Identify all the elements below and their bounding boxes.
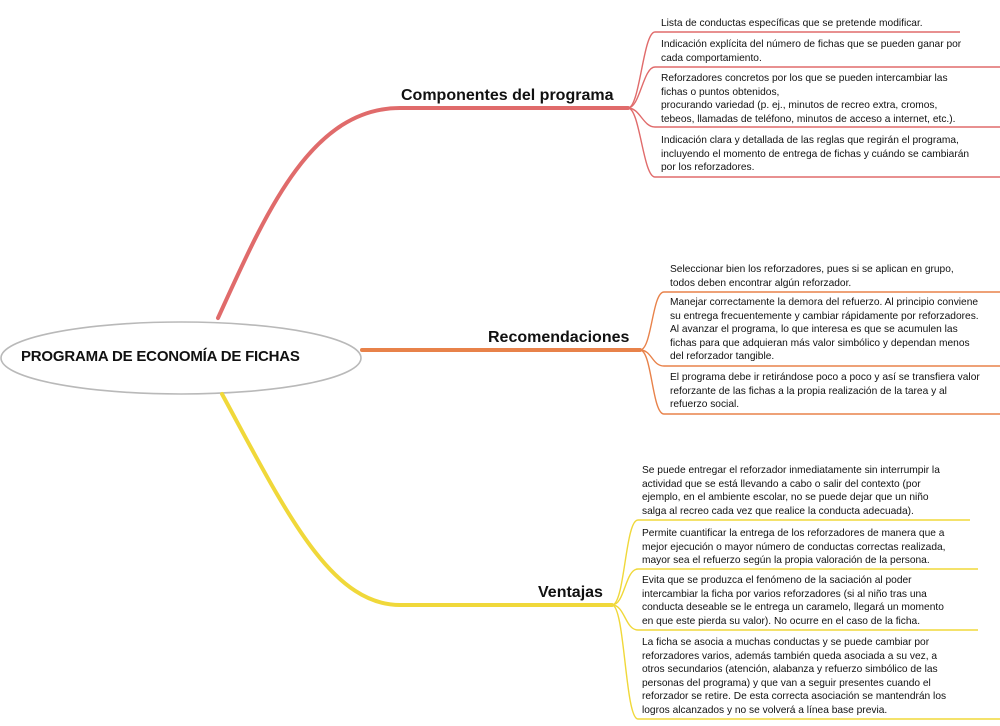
leaf-recomendaciones-2[interactable]: Manejar correctamente la demora del refuerzo. Al principio conviene su entrega frecuentemente y cambiar rápidamente por reforzadores. Al avanzar el programa, lo que interesa es que se acumulen las fichas para que adquieran más valor simbólico y dependan menos del reforzador tangible. (670, 297, 979, 363)
leaf-componentes-2[interactable]: Indicación explícita del número de fichas que se pueden ganar por cada comportamiento. (661, 39, 962, 64)
branch-connector-componentes (218, 108, 628, 318)
leaf-ventajas-2[interactable]: Permite cuantificar la entrega de los reforzadores de manera que a mejor ejecución o mayor número de conductas correctas realizada, mayor sea el refuerzo según la propia valoración de la persona. (642, 528, 946, 567)
leaf-componentes-4[interactable]: Indicación clara y detallada de las reglas que regirán el programa, incluyendo el momento de entrega de fichas y cuándo se cambiarán por los reforzadores. (661, 135, 970, 174)
branch-title-componentes[interactable]: Componentes del programa (401, 87, 614, 104)
central-node-title: PROGRAMA DE ECONOMÍA DE FICHAS (21, 348, 300, 365)
leaf-recomendaciones-3[interactable]: El programa debe ir retirándose poco a poco y así se transfiera valor reforzante de las fichas a la propia realización de la tarea y al refuerzo social. (670, 372, 980, 411)
branch-title-recomendaciones[interactable]: Recomendaciones (488, 329, 630, 346)
branch-title-ventajas[interactable]: Ventajas (538, 584, 603, 601)
branch-connector-ventajas (222, 394, 612, 605)
leaf-ventajas-4[interactable]: La ficha se asocia a muchas conductas y se puede cambiar por reforzadores varios, además también queda asociada a su vez, a otros secundarios (atención, alabanza y refuerzo simbólico de las personas del programa) y que van a seguir presentes cuando el reforzador se retire. De esta correcta asociación se mantendrán los logros alcanzados y no se volverá a línea base previa. (642, 637, 947, 716)
leaf-ventajas-1[interactable]: Se puede entregar el reforzador inmediatamente sin interrumpir la actividad que se está llevando a cabo o salir del contexto (por ejemplo, en el ambiente escolar, no se puede dejar que un niño salga al recreo cada vez que realice la conducta adecuada). (642, 465, 940, 517)
leaf-recomendaciones-1[interactable]: Seleccionar bien los reforzadores, pues si se aplican en grupo, todos deben encontrar algún reforzador. (670, 264, 954, 289)
leaf-ventajas-3[interactable]: Evita que se produzca el fenómeno de la saciación al poder intercambiar la ficha por varios reforzadores (si al niño tras una conducta deseable se le entrega un caramelo, llegará un momento en que este pierda su valor). No ocurre en el caso de la ficha. (642, 575, 944, 627)
leaf-componentes-1[interactable]: Lista de conductas específicas que se pretende modificar. (661, 18, 923, 29)
leaf-componentes-3[interactable]: Reforzadores concretos por los que se pueden intercambiar las fichas o puntos obtenidos, procurando variedad (p. ej., minutos de recreo extra, cromos, tebeos, llamadas de teléfono, minutos de acceso a internet, etc.). (661, 73, 956, 125)
